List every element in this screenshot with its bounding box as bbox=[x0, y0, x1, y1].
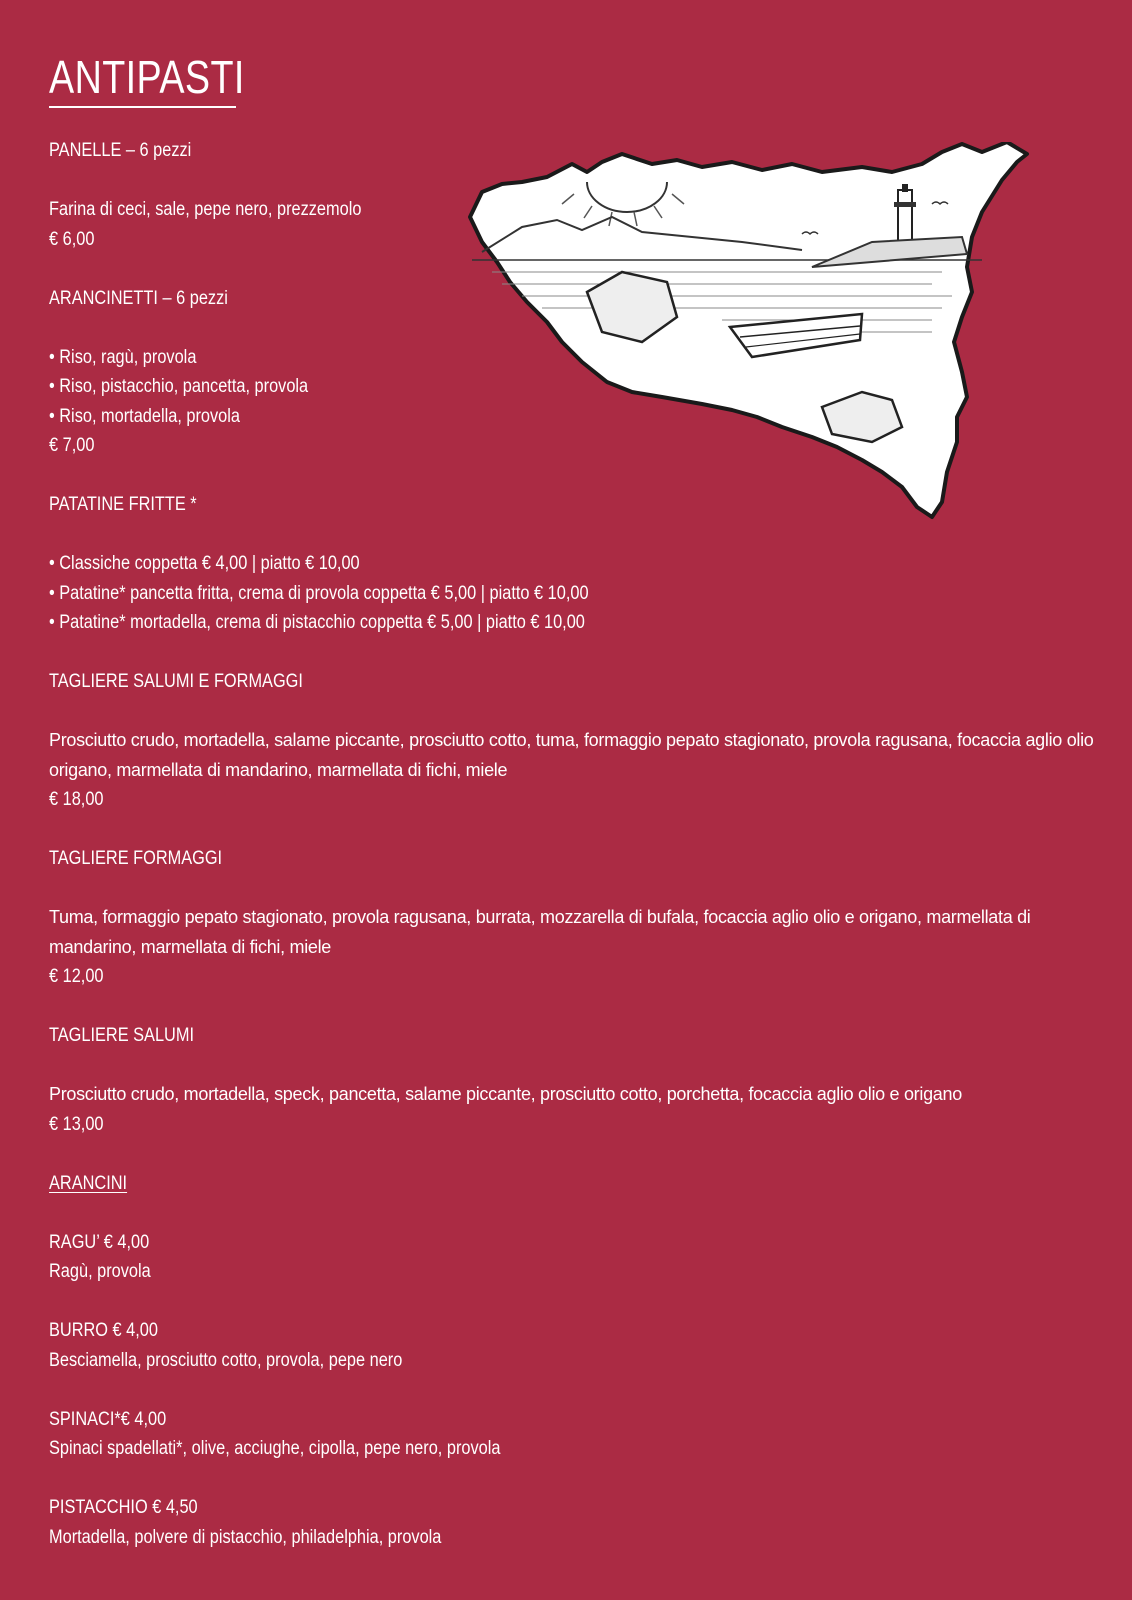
panelle-name: PANELLE – 6 pezzi bbox=[49, 140, 192, 161]
page-title: ANTIPASTI bbox=[49, 51, 245, 103]
arancino-burro-name: BURRO € 4,00 bbox=[49, 1320, 158, 1341]
panelle-desc: Farina di ceci, sale, pepe nero, prezzemolo bbox=[49, 199, 362, 220]
arancino-pistacchio-desc: Mortadella, polvere di pistacchio, philadelphia, provola bbox=[49, 1526, 442, 1548]
tagliere-f-price: € 12,00 bbox=[49, 966, 104, 987]
arancino-spinaci-name: SPINACI*€ 4,00 bbox=[49, 1408, 167, 1430]
arancino-spinaci-desc: Spinaci spadellati*, olive, acciughe, cipolla, pepe nero, provola bbox=[49, 1438, 501, 1459]
patatine-item: • Patatine* mortadella, crema di pistacchio coppetta € 5,00 | piatto € 10,00 bbox=[49, 612, 585, 633]
patatine-item: • Patatine* pancetta fritta, crema di provola coppetta € 5,00 | piatto € 10,00 bbox=[49, 582, 589, 604]
patatine-item: • Classiche coppetta € 4,00 | piatto € 10,00 bbox=[49, 553, 360, 574]
menu-list bbox=[49, 136, 1109, 1552]
arancinetti-price: € 7,00 bbox=[49, 435, 95, 456]
patatine-name: PATATINE FRITTE * bbox=[49, 494, 197, 515]
arancino-burro-desc: Besciamella, prosciutto cotto, provola, pepe nero bbox=[49, 1349, 403, 1371]
arancini-heading: ARANCINI bbox=[49, 1172, 128, 1194]
arancinetti-item: • Riso, pistacchio, pancetta, provola bbox=[49, 376, 309, 397]
tagliere-f-name: TAGLIERE FORMAGGI bbox=[49, 848, 223, 869]
tagliere-sf-name: TAGLIERE SALUMI E FORMAGGI bbox=[49, 671, 303, 692]
tagliere-sf-price: € 18,00 bbox=[49, 789, 104, 810]
arancinetti-name: ARANCINETTI – 6 pezzi bbox=[49, 287, 228, 309]
tagliere-s-desc: Prosciutto crudo, mortadella, speck, pancetta, salame piccante, prosciutto cotto, porchetta, focaccia aglio olio e origano bbox=[49, 1084, 962, 1104]
panelle-price: € 6,00 bbox=[49, 228, 95, 250]
arancino-ragu-desc: Ragù, provola bbox=[49, 1261, 151, 1282]
arancino-pistacchio-name: PISTACCHIO € 4,50 bbox=[49, 1497, 198, 1518]
arancinetti-item: • Riso, mortadella, provola bbox=[49, 405, 241, 427]
title-underline bbox=[49, 106, 236, 108]
tagliere-s-price: € 13,00 bbox=[49, 1113, 104, 1135]
tagliere-sf-desc: Prosciutto crudo, mortadella, salame piccante, prosciutto cotto, tuma, formaggio pepato stagionato, provola ragusana, focaccia aglio olio origano, marmellata di mandarino, marmellata di fichi, miele bbox=[49, 730, 1094, 780]
tagliere-s-name: TAGLIERE SALUMI bbox=[49, 1025, 194, 1046]
arancino-ragu-name: RAGU’ € 4,00 bbox=[49, 1231, 150, 1253]
arancinetti-item: • Riso, ragù, provola bbox=[49, 346, 197, 368]
tagliere-f-desc: Tuma, formaggio pepato stagionato, provola ragusana, burrata, mozzarella di bufala, focaccia aglio olio e origano, marmellata di mandarino, marmellata di fichi, miele bbox=[49, 907, 1031, 957]
